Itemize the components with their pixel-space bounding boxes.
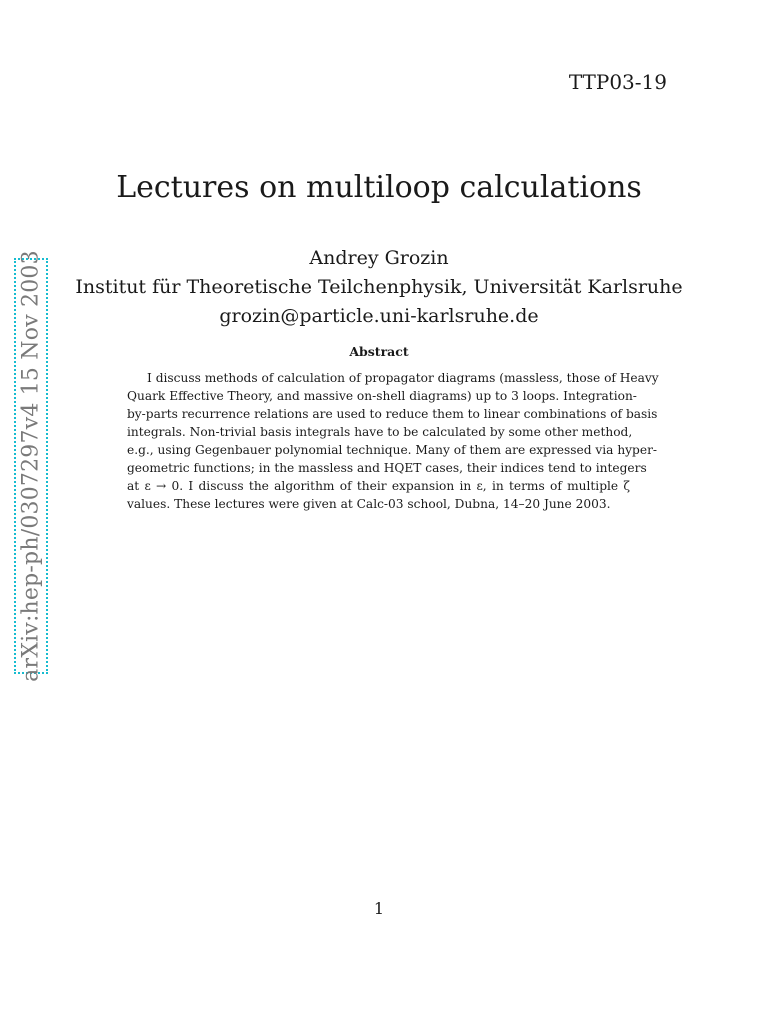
abstract-heading: Abstract bbox=[349, 344, 409, 359]
author-affiliation: Institut für Theoretische Teilchenphysik, Universität Karlsruhe bbox=[75, 276, 683, 298]
abstract-line: e.g., using Gegenbauer polynomial technique. Many of them are expressed via hyper- bbox=[127, 443, 658, 457]
arxiv-stamp-text: arXiv:hep-ph/0307297v4 15 Nov 2003 bbox=[18, 250, 44, 682]
abstract-body bbox=[127, 369, 659, 513]
author-email[interactable]: grozin@particle.uni-karlsruhe.de bbox=[219, 305, 539, 327]
abstract-line: Quark Effective Theory, and massive on-shell diagrams) up to 3 loops. Integration- bbox=[127, 389, 637, 403]
abstract-line: values. These lectures were given at Calc-03 school, Dubna, 14–20 June 2003. bbox=[127, 497, 611, 511]
abstract-line: integrals. Non-trivial basis integrals have to be calculated by some other method, bbox=[127, 425, 633, 439]
report-number: TTP03-19 bbox=[568, 70, 667, 94]
paper-title: Lectures on multiloop calculations bbox=[116, 170, 642, 205]
abstract-line: at ε → 0. I discuss the algorithm of their expansion in ε, in terms of multiple ζ bbox=[127, 479, 630, 493]
abstract-line: by-parts recurrence relations are used to reduce them to linear combinations of basis bbox=[127, 407, 658, 421]
abstract-line: geometric functions; in the massless and HQET cases, their indices tend to integers bbox=[127, 461, 647, 475]
abstract-line: I discuss methods of calculation of propagator diagrams (massless, those of Heavy bbox=[147, 371, 659, 385]
author-name: Andrey Grozin bbox=[309, 247, 449, 269]
author-block bbox=[0, 244, 758, 331]
page-number: 1 bbox=[373, 899, 385, 918]
